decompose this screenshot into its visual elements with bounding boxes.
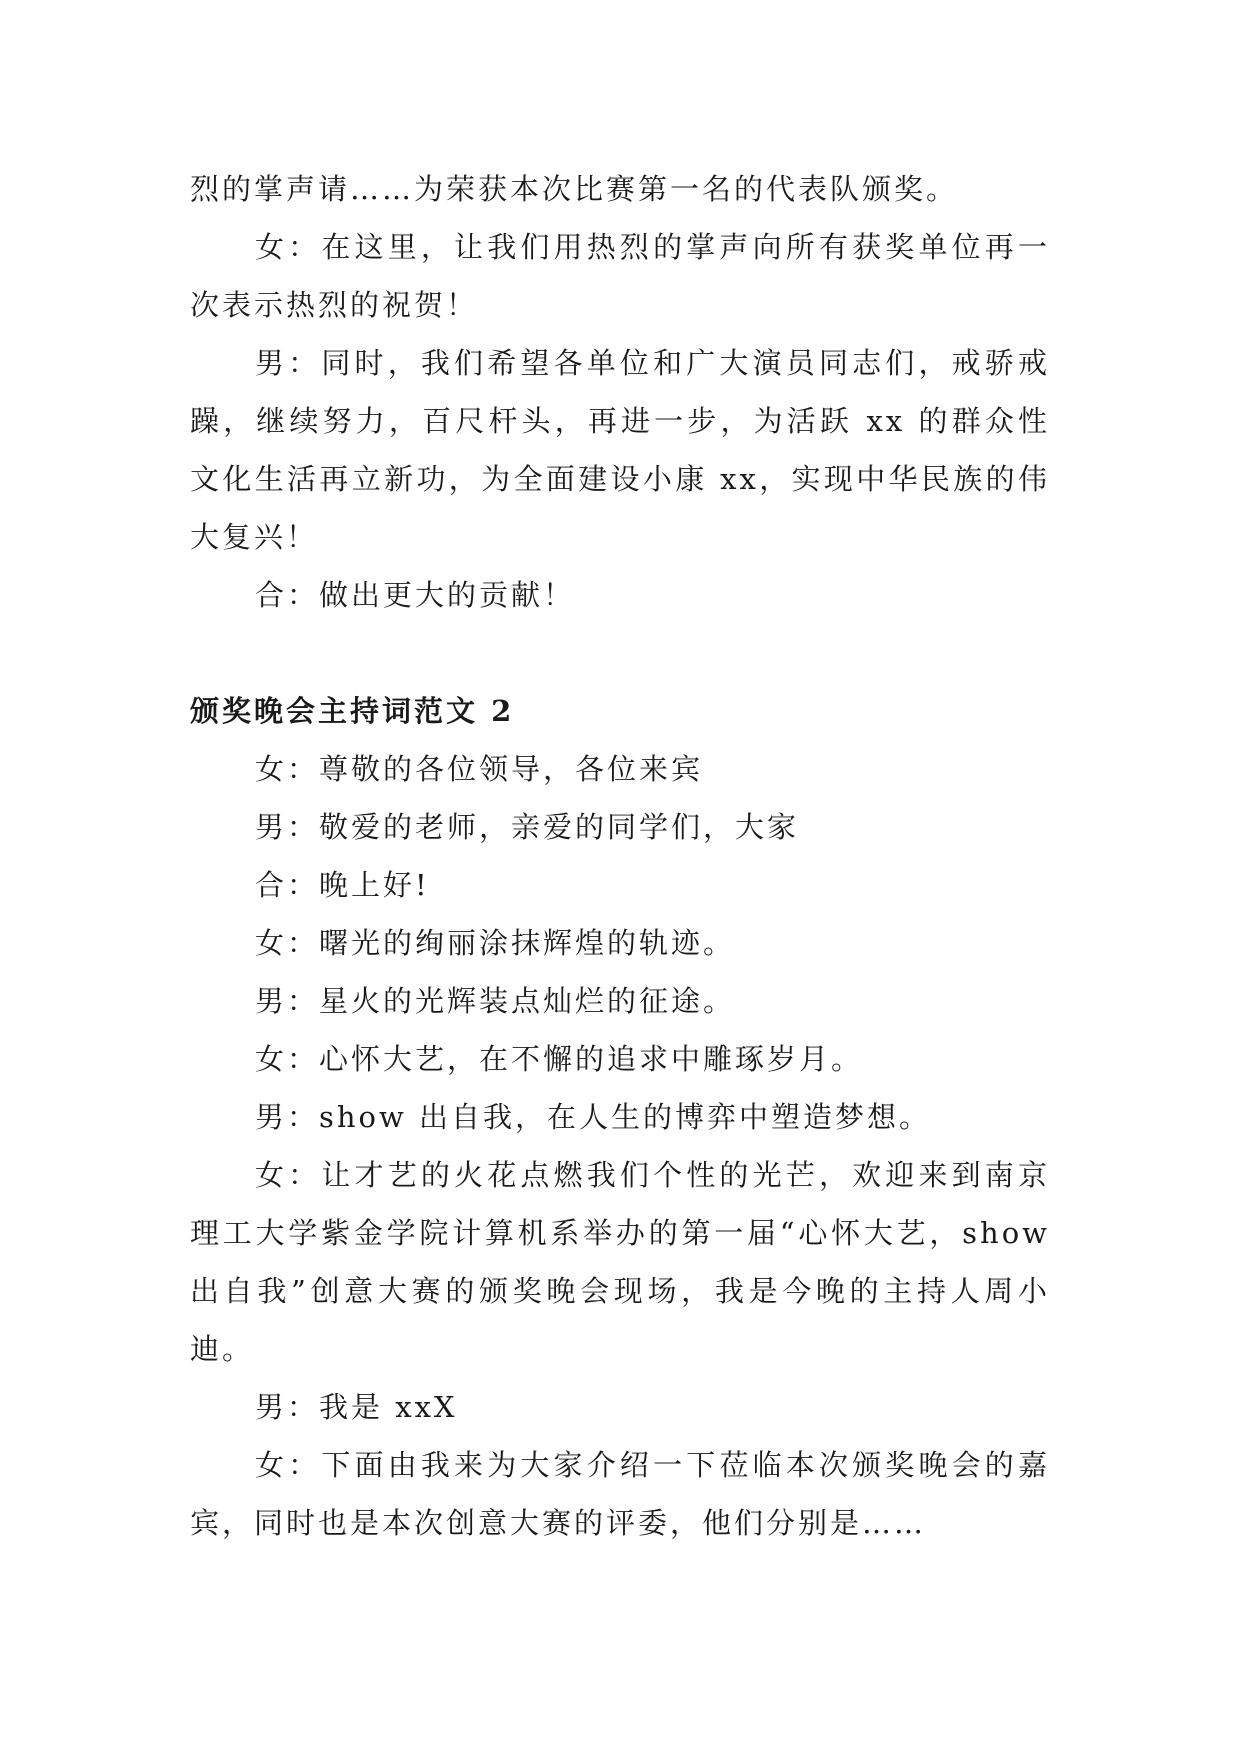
paragraph-line: 女：尊敬的各位领导，各位来宾 [255, 752, 704, 786]
section-spacer [190, 624, 1050, 682]
section-title: 颁奖晚会主持词范文 2 [190, 694, 515, 728]
paragraph-welcome: 女：让才艺的火花点燃我们个性的光芒，欢迎来到南京理工大学紫金学院计算机系举办的第一届“心怀大艺，show 出自我”创意大赛的颁奖晚会现场，我是今晚的主持人周小迪。 [190, 1158, 1050, 1366]
paragraph-guests: 女：下面由我来为大家介绍一下莅临本次颁奖晚会的嘉宾，同时也是本次创意大赛的评委，他们分别是…… [190, 1448, 1050, 1540]
paragraph-line: 男：show 出自我，在人生的博弈中塑造梦想。 [255, 1100, 932, 1134]
paragraph-line: 男：星火的光辉装点灿烂的征途。 [255, 984, 736, 1018]
paragraph-female-congrats: 女：在这里，让我们用热烈的掌声向所有获奖单位再一次表示热烈的祝贺！ [190, 230, 1050, 322]
paragraph-male-hope: 男：同时，我们希望各单位和广大演员同志们，戒骄戒躁，继续努力，百尺杆头，再进一步，为活跃 xx 的群众性文化生活再立新功，为全面建设小康 xx，实现中华民族的伟大复兴！ [190, 346, 1050, 554]
paragraph-line: 男：我是 xxX [255, 1390, 458, 1424]
paragraph-line: 女：心怀大艺，在不懈的追求中雕琢岁月。 [255, 1042, 864, 1076]
paragraph-continuation: 烈的掌声请……为荣获本次比赛第一名的代表队颁奖。 [190, 172, 959, 206]
document-body [190, 160, 1050, 1552]
paragraph-together-contribute: 合：做出更大的贡献！ [255, 578, 576, 612]
paragraph-line: 合：晚上好! [255, 868, 430, 902]
paragraph-line: 男：敬爱的老师，亲爱的同学们，大家 [255, 810, 800, 844]
paragraph-line: 女：曙光的绚丽涂抹辉煌的轨迹。 [255, 926, 736, 960]
